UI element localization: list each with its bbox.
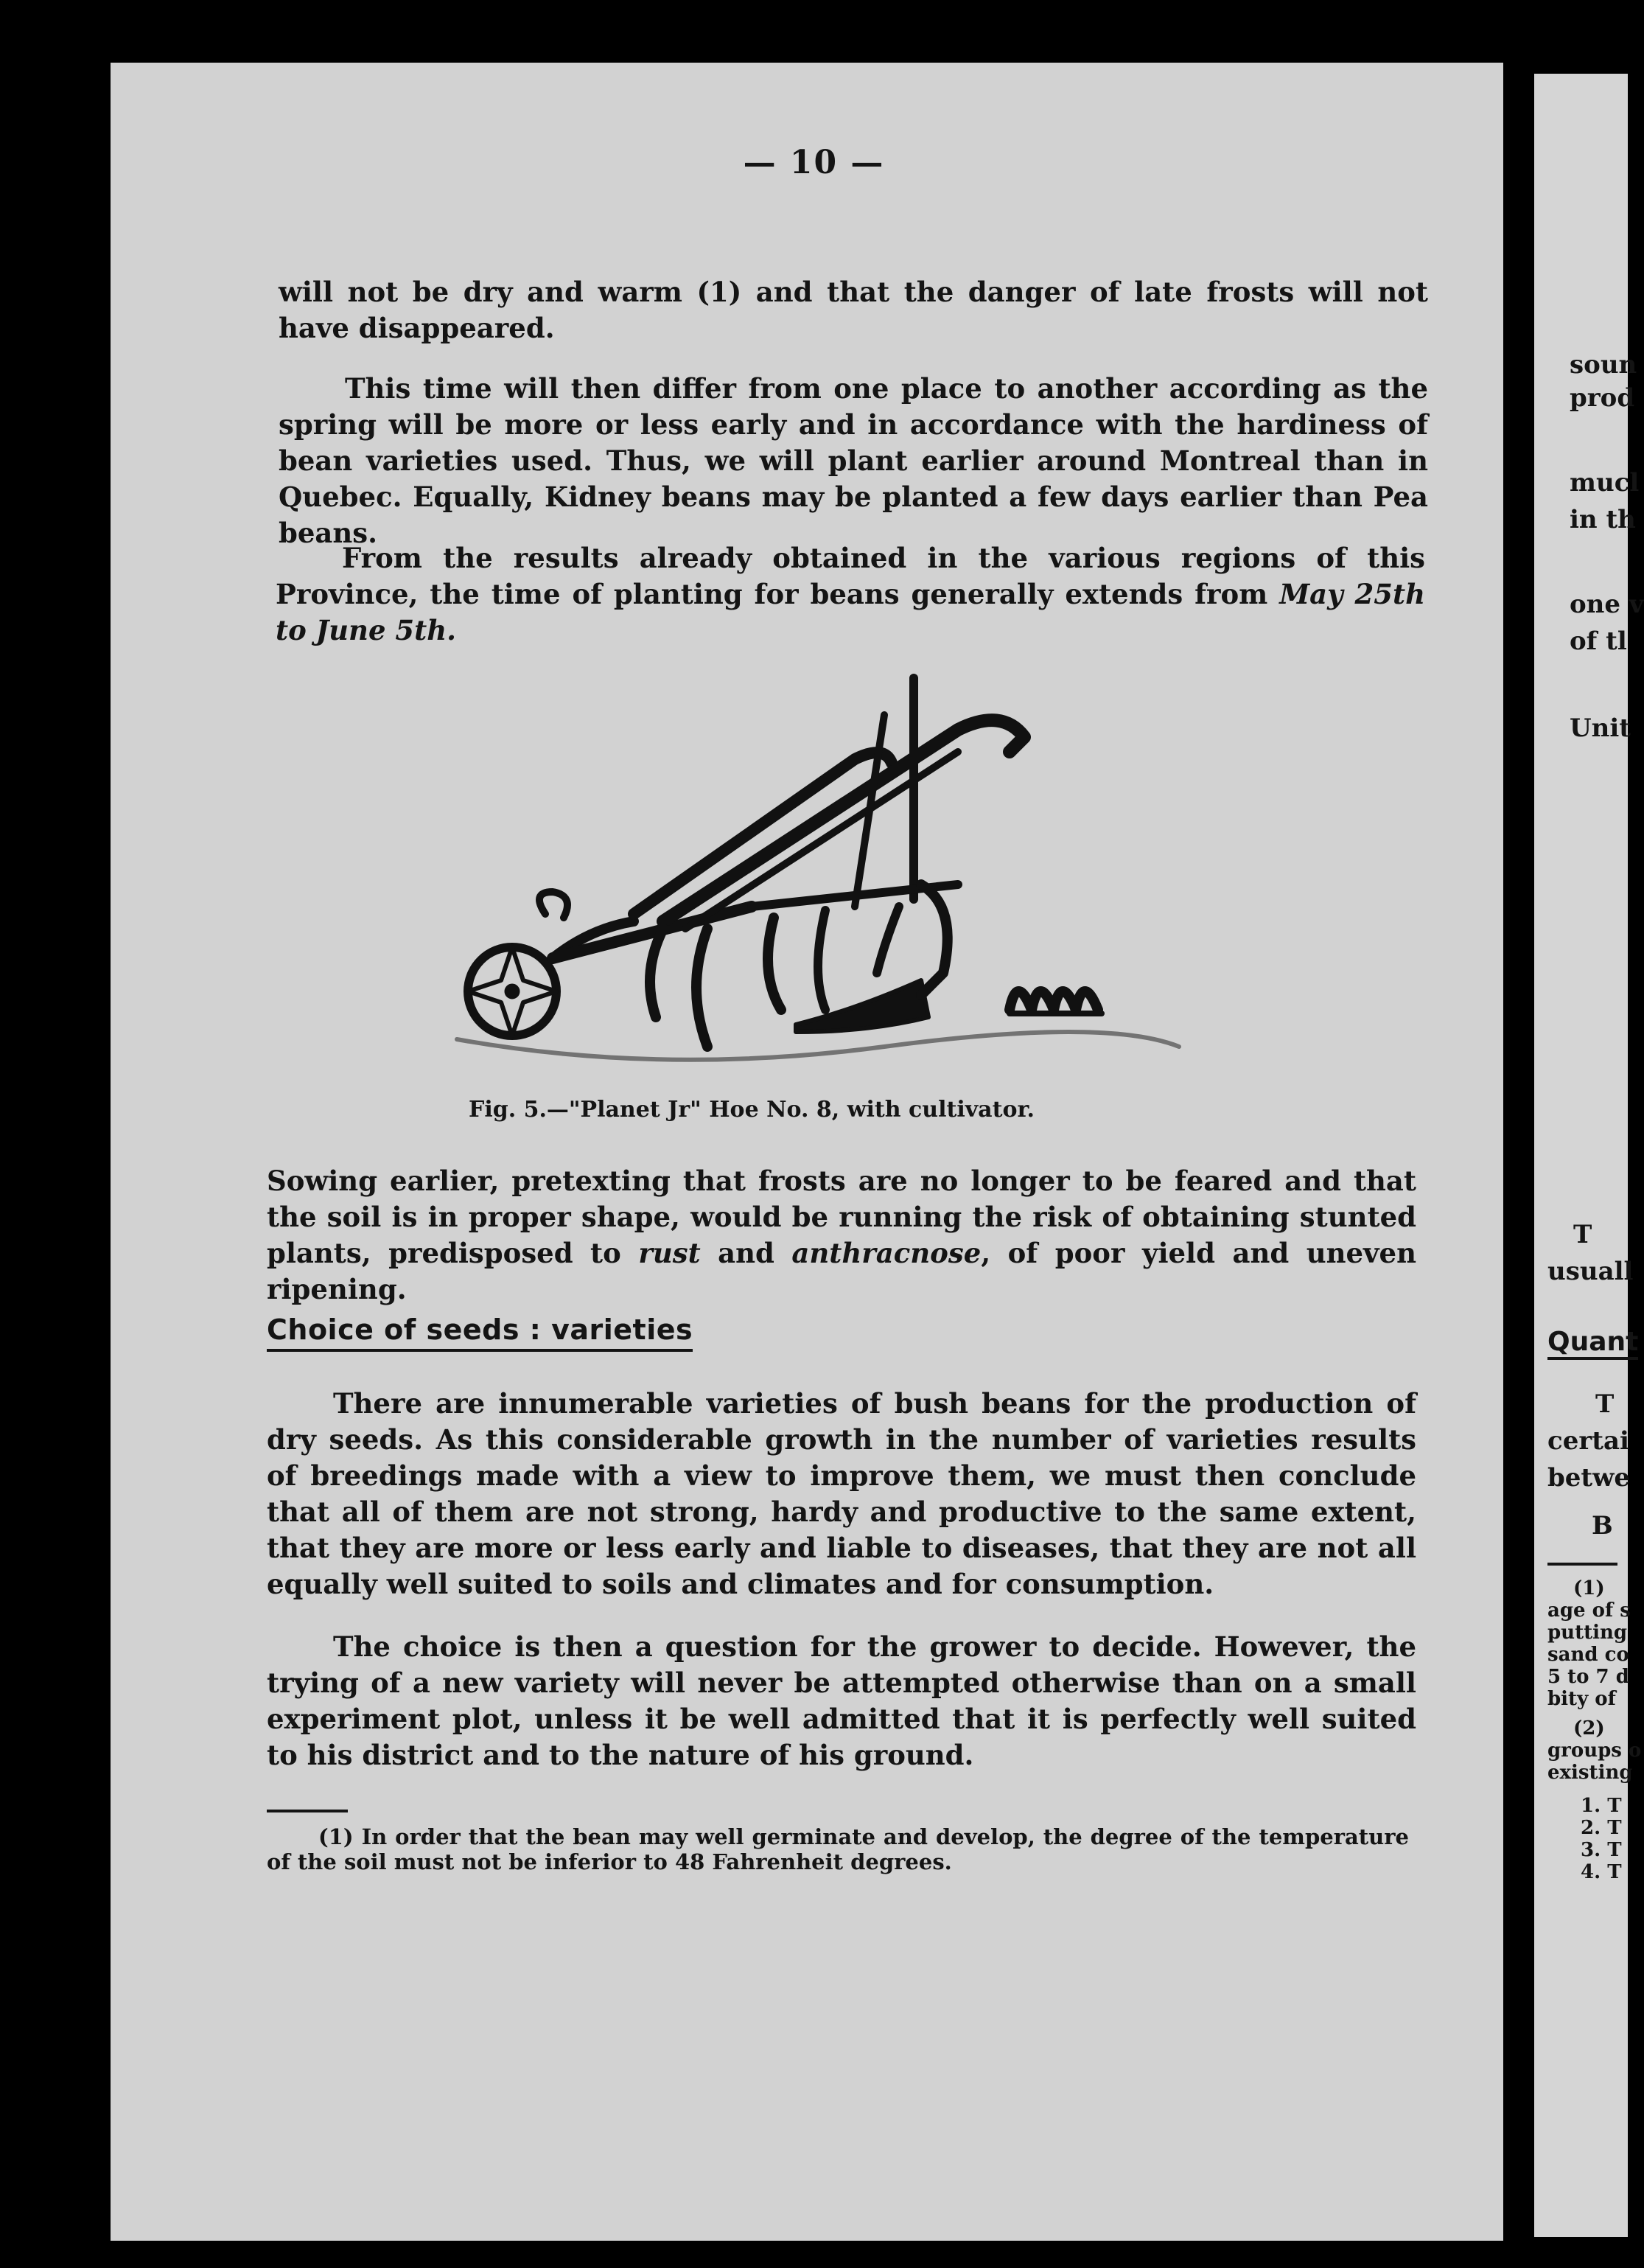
right-fragment: (1) [1573, 1577, 1605, 1599]
right-fragment: 4. T [1581, 1861, 1622, 1883]
right-fragment: of tl [1570, 627, 1627, 656]
footnote-divider [267, 1810, 348, 1812]
right-fragment: usuall [1547, 1257, 1634, 1286]
right-fragment: T [1573, 1220, 1592, 1249]
paragraph-2: This time will then differ from one place to another according as the spring will be more or less early and in accordance with the hardiness of bean varieties used. Thus, we will plant earlier around Montreal than in Quebec. Equally, Kidney beans may be planted a few days earlier than Pea beans. [279, 372, 1428, 549]
right-fragment: sand co [1547, 1644, 1629, 1666]
right-fragment: prod [1570, 383, 1635, 413]
page-number: — 10 — [743, 144, 885, 181]
right-footnote-divider [1547, 1563, 1617, 1566]
right-fragment: 3. T [1581, 1839, 1622, 1861]
right-fragment: B [1592, 1511, 1613, 1541]
anthracnose-term: anthracnose [791, 1237, 982, 1269]
paragraph-6: The choice is then a question for the grower to decide. However, the trying of a new variety will never be attempted otherwise than on a small experiment plot, unless it be well admitted that it is perfectly well suited to his district and to the nature of his ground. [267, 1630, 1416, 1771]
paragraph-4 [267, 1163, 1416, 1308]
right-fragment: certai [1547, 1426, 1629, 1456]
figure-caption: Fig. 5.—"Planet Jr" Hoe No. 8, with cultivator. [469, 1097, 1035, 1123]
paragraph-4-and: and [700, 1237, 792, 1269]
right-fragment: existing [1547, 1762, 1633, 1784]
paragraph-4-text-a: Sowing earlier, pretexting that frosts are no longer to be feared and that the soil is in proper shape, would be running the risk of obtaining stunted plants, predisposed to [267, 1165, 1416, 1269]
paragraph-1: will not be dry and warm (1) and that the danger of late frosts will not have disappeared. [279, 276, 1428, 344]
right-fragment: 1. T [1581, 1795, 1622, 1817]
footnote: (1) In order that the bean may well germinate and develop, the degree of the temperature of the soil must not be inferior to 48 Fahrenheit degrees. [267, 1824, 1409, 1874]
right-fragment: 5 to 7 d [1547, 1666, 1629, 1688]
paragraph-3 [276, 540, 1425, 649]
right-fragment: age of s [1547, 1599, 1631, 1622]
right-fragment: Unit [1570, 713, 1631, 743]
right-fragment: bity of [1547, 1688, 1616, 1710]
right-fragment: 2. T [1581, 1817, 1622, 1839]
right-fragment: one v [1570, 590, 1644, 619]
paragraph-3-text: From the results already obtained in the various regions of this Province, the time of planting for beans generally extends from [276, 542, 1425, 610]
rust-term: rust [638, 1237, 701, 1269]
right-fragment: in th [1570, 505, 1636, 534]
right-fragment: mucl [1570, 468, 1640, 498]
right-fragment: betwe [1547, 1463, 1631, 1493]
paragraph-5: There are innumerable varieties of bush beans for the production of dry seeds. As this considerable growth in the number of varieties results of breedings made with a view to improve them, we must then conclude that all of them are not strong, hardy and productive to the same extent, that they are more or less early and liable to diseases, that they are not all equally well suited to soils and climates and for consumption. [267, 1387, 1416, 1600]
right-fragment: groups o [1547, 1740, 1642, 1762]
right-fragment: T [1595, 1389, 1615, 1419]
cultivator-illustration [442, 663, 1253, 1091]
right-fragment: (2) [1573, 1717, 1605, 1740]
paragraph-4-text-b: , of poor yield and uneven ripening. [267, 1237, 1416, 1305]
right-heading-fragment: Quant [1547, 1327, 1638, 1360]
right-fragment: soun [1570, 350, 1637, 380]
right-fragment: putting [1547, 1622, 1628, 1644]
planting-dates: May 25th to June 5th. [276, 578, 1426, 646]
section-heading: Choice of seeds : varieties [267, 1313, 693, 1352]
